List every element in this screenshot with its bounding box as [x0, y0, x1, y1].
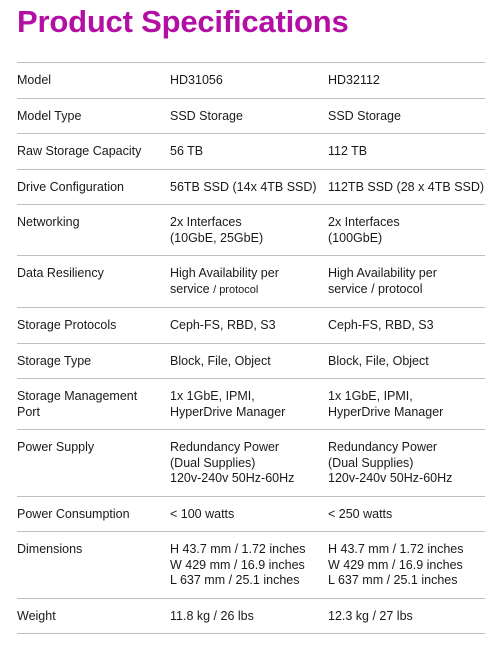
model-2-value: Ceph-FS, RBD, S3: [328, 308, 485, 344]
row-drive-configuration: [17, 169, 485, 205]
row-model: [17, 63, 485, 99]
row-label: Power Supply: [17, 430, 170, 497]
row-weight: [17, 598, 485, 634]
model-2-value: SSD Storage: [328, 98, 485, 134]
model-1-value: 56TB SSD (14x 4TB SSD): [170, 169, 328, 205]
model-1-value: Block, File, Object: [170, 343, 328, 379]
spec-table: [17, 62, 485, 634]
model-2-value: Block, File, Object: [328, 343, 485, 379]
row-label: Raw Storage Capacity: [17, 134, 170, 170]
row-power-supply: [17, 430, 485, 497]
model-1-value: H 43.7 mm / 1.72 inches W 429 mm / 16.9 inches L 637 mm / 25.1 inches: [170, 532, 328, 599]
model-2-value: H 43.7 mm / 1.72 inches W 429 mm / 16.9 inches L 637 mm / 25.1 inches: [328, 532, 485, 599]
row-label: Model: [17, 63, 170, 99]
model-2-value: 1x 1GbE, IPMI, HyperDrive Manager: [328, 379, 485, 430]
model-1-value: SSD Storage: [170, 98, 328, 134]
model-2-value: 112TB SSD (28 x 4TB SSD): [328, 169, 485, 205]
row-networking: [17, 205, 485, 256]
model-1-value: 2x Interfaces (10GbE, 25GbE): [170, 205, 328, 256]
model-1-value: High Availability per service / protocol: [170, 256, 328, 308]
row-model-type: [17, 98, 485, 134]
row-data-resiliency: [17, 256, 485, 308]
row-power-consumption: [17, 496, 485, 532]
model-1-value: Ceph-FS, RBD, S3: [170, 308, 328, 344]
row-label: Power Consumption: [17, 496, 170, 532]
model-1-value: 1x 1GbE, IPMI, HyperDrive Manager: [170, 379, 328, 430]
row-label: Drive Configuration: [17, 169, 170, 205]
row-storage-protocols: [17, 308, 485, 344]
row-raw-storage-capacity: [17, 134, 485, 170]
row-dimensions: [17, 532, 485, 599]
row-storage-management-port: [17, 379, 485, 430]
row-label: Model Type: [17, 98, 170, 134]
row-label: Storage Type: [17, 343, 170, 379]
model-2-value: High Availability per service / protocol: [328, 256, 485, 308]
model-1-value: HD31056: [170, 63, 328, 99]
model-2-value: 2x Interfaces (100GbE): [328, 205, 485, 256]
model-2-value: 112 TB: [328, 134, 485, 170]
model-1-value: 56 TB: [170, 134, 328, 170]
page-title: Product Specifications: [17, 4, 349, 39]
model-1-value: < 100 watts: [170, 496, 328, 532]
row-label: Networking: [17, 205, 170, 256]
row-label: Storage Management Port: [17, 379, 170, 430]
model-2-value: Redundancy Power (Dual Supplies) 120v-240v 50Hz-60Hz: [328, 430, 485, 497]
model-2-value: 12.3 kg / 27 lbs: [328, 598, 485, 634]
row-storage-type: [17, 343, 485, 379]
row-label: Data Resiliency: [17, 256, 170, 308]
model-2-value: < 250 watts: [328, 496, 485, 532]
row-label: Storage Protocols: [17, 308, 170, 344]
model-1-value: Redundancy Power (Dual Supplies) 120v-240v 50Hz-60Hz: [170, 430, 328, 497]
model-2-value: HD32112: [328, 63, 485, 99]
row-label: Dimensions: [17, 532, 170, 599]
model-1-value: 11.8 kg / 26 lbs: [170, 598, 328, 634]
row-label: Weight: [17, 598, 170, 634]
